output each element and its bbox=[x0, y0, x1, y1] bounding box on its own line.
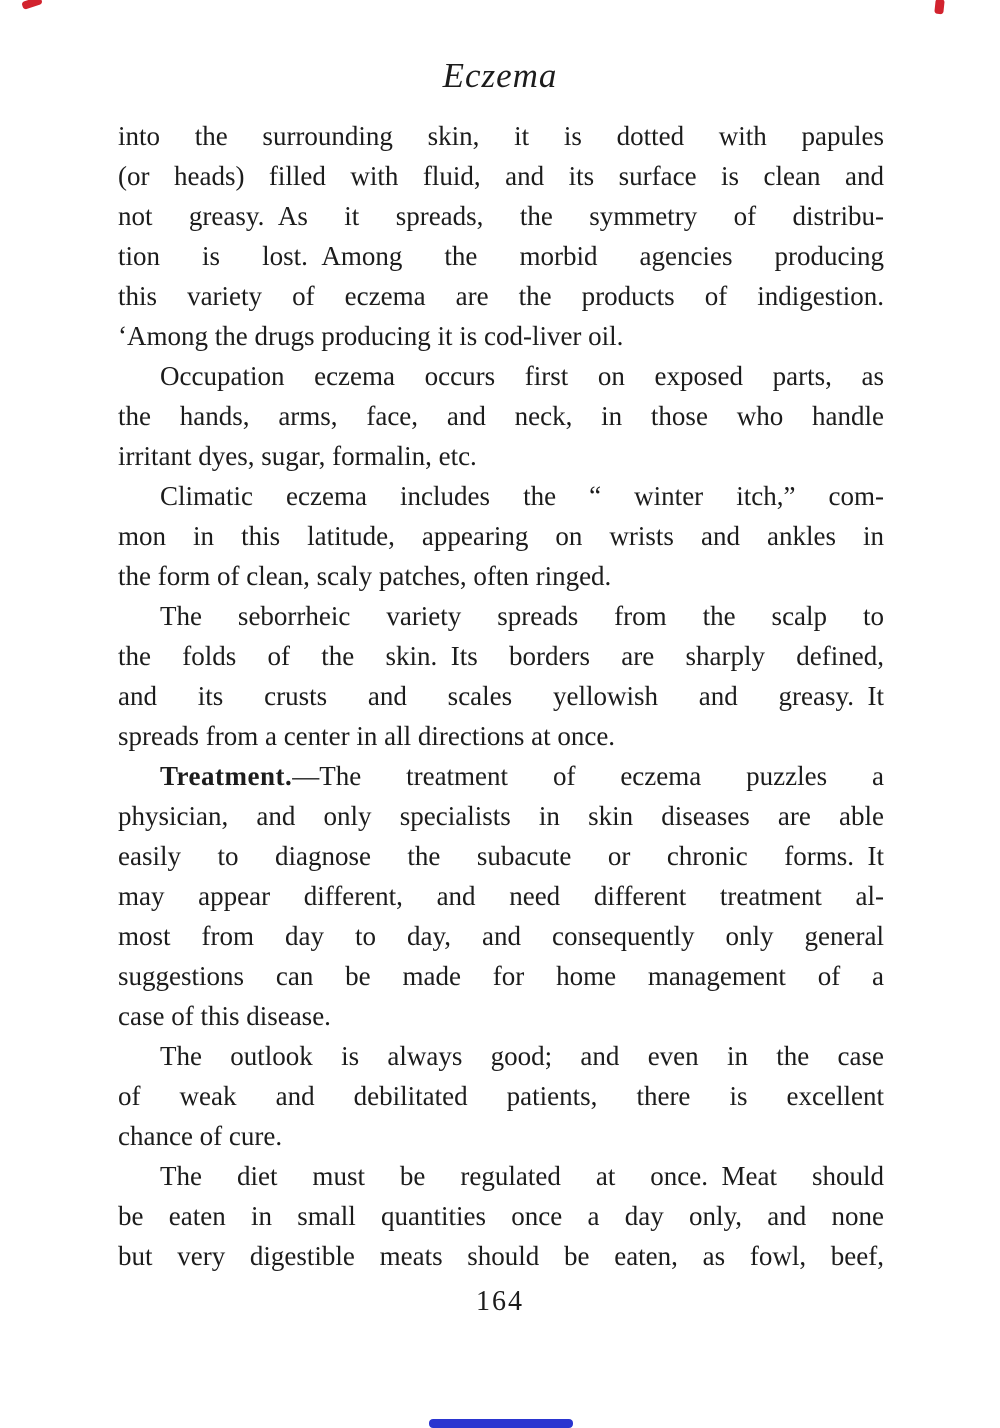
text-line: the hands, arms, face, and neck, in those who handle bbox=[118, 401, 884, 431]
paragraph bbox=[118, 1036, 884, 1156]
text-line: easily to diagnose the subacute or chronic forms. It bbox=[118, 841, 884, 871]
text-line: be eaten in small quantities once a day only, and none bbox=[118, 1201, 884, 1231]
text-line: Climatic eczema includes the “ winter itch,” com- bbox=[160, 481, 884, 511]
paragraph bbox=[118, 116, 884, 356]
red-scan-mark-top-right bbox=[934, 0, 945, 14]
text-line: ‘Among the drugs producing it is cod-liver oil. bbox=[118, 321, 624, 351]
paragraph bbox=[118, 1156, 884, 1276]
text-line: The seborrheic variety spreads from the scalp to bbox=[160, 601, 884, 631]
text-line: mon in this latitude, appearing on wrists and ankles in bbox=[118, 521, 884, 551]
text-line: the folds of the skin. Its borders are sharply defined, bbox=[118, 641, 884, 671]
bold-lead: Treatment. bbox=[160, 761, 293, 791]
text-line: and its crusts and scales yellowish and greasy. It bbox=[118, 681, 884, 711]
text-line: but very digestible meats should be eaten, as fowl, beef, bbox=[118, 1241, 884, 1271]
text-line: physician, and only specialists in skin diseases are able bbox=[118, 801, 884, 831]
paragraph bbox=[118, 756, 884, 1036]
text-line: irritant dyes, sugar, formalin, etc. bbox=[118, 441, 477, 471]
text-line: Occupation eczema occurs first on exposed parts, as bbox=[160, 361, 884, 391]
red-scan-mark-top-left bbox=[21, 0, 42, 10]
text-line: the form of clean, scaly patches, often ringed. bbox=[118, 561, 612, 591]
paragraph bbox=[118, 476, 884, 596]
text-line: The outlook is always good; and even in the case bbox=[160, 1041, 884, 1071]
page-title: Eczema bbox=[442, 56, 558, 95]
text-line: this variety of eczema are the products of indigestion. bbox=[118, 281, 884, 311]
text-line: of weak and debilitated patients, there is excellent bbox=[118, 1081, 884, 1111]
text-line: (or heads) filled with fluid, and its surface is clean and bbox=[118, 161, 884, 191]
text-line: case of this disease. bbox=[118, 1001, 331, 1031]
text-line: Treatment.—The treatment of eczema puzzles a bbox=[160, 761, 884, 791]
text-line: may appear different, and need different treatment al- bbox=[118, 881, 884, 911]
text-line: not greasy. As it spreads, the symmetry of distribu- bbox=[118, 201, 884, 231]
text-line: most from day to day, and consequently only general bbox=[118, 921, 884, 951]
text-line: tion is lost. Among the morbid agencies producing bbox=[118, 241, 884, 271]
text-line: chance of cure. bbox=[118, 1121, 283, 1151]
text-line: spreads from a center in all directions at once. bbox=[118, 721, 616, 751]
page-number: 164 bbox=[476, 1286, 524, 1317]
body-text bbox=[118, 116, 884, 1276]
blue-scan-mark-bottom bbox=[429, 1419, 573, 1428]
paragraph bbox=[118, 356, 884, 476]
text-line: The diet must be regulated at once. Meat should bbox=[160, 1161, 884, 1191]
text-line: suggestions can be made for home management of a bbox=[118, 961, 884, 991]
text-line: into the surrounding skin, it is dotted with papules bbox=[118, 121, 884, 151]
paragraph bbox=[118, 596, 884, 756]
